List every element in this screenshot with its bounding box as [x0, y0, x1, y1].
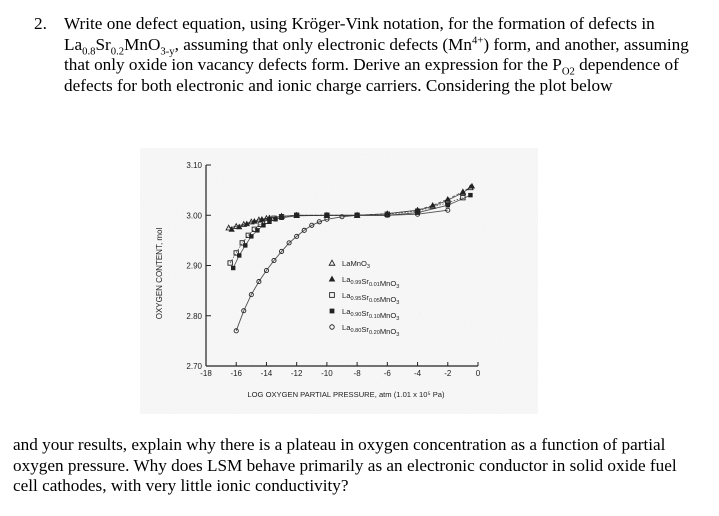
legend-text: MnO [379, 279, 397, 288]
data-point [231, 266, 235, 270]
x-tick-label: -16 [230, 369, 243, 378]
question-2 [34, 14, 694, 96]
data-point [249, 234, 253, 238]
legend-text: La [342, 323, 351, 332]
legend-subscript: 0.20 [368, 330, 380, 336]
y-tick-label: 3.00 [186, 211, 202, 221]
data-point [255, 228, 259, 232]
legend-subscript: 0.05 [368, 298, 380, 304]
question-text-part: Write one defect equation, using Kröger-Vink notation, for the formation of defects in La [64, 14, 655, 54]
legend-text: Sr [361, 293, 369, 302]
x-tick-label: 0 [475, 369, 481, 378]
legend-subscript: 0.10 [368, 314, 380, 320]
data-point [446, 203, 450, 207]
po2-subscript: O2 [561, 66, 575, 78]
x-tick-label: -6 [383, 369, 391, 378]
x-tick-label: -10 [321, 369, 333, 378]
legend-text: Sr [361, 277, 369, 286]
data-point [279, 216, 283, 220]
x-tick-label: -4 [413, 369, 422, 378]
legend-text: La [342, 275, 351, 284]
legend-subscript: 3 [396, 300, 400, 306]
legend-text: Sr [361, 309, 369, 318]
legend-text: La [342, 291, 351, 300]
data-point [267, 220, 271, 224]
legend-subscript: 0.01 [368, 282, 380, 288]
legend-subscript: 3 [366, 264, 371, 270]
question-number: 2. [34, 14, 47, 33]
y-tick-label: 2.80 [186, 311, 202, 321]
legend-subscript: 3 [396, 284, 400, 290]
sr-subscript: 0.2 [110, 45, 125, 57]
data-point [273, 217, 277, 221]
question-text [64, 14, 694, 96]
sr-symbol: Sr [95, 34, 111, 54]
legend-text: LaMnO [342, 259, 367, 268]
legend-subscript: 0.80 [350, 328, 362, 334]
legend-marker [330, 309, 335, 314]
x-tick-label: -8 [353, 369, 361, 378]
legend-text: MnO [379, 311, 397, 320]
x-tick-label: -18 [200, 369, 212, 378]
y-tick-label: 2.70 [186, 362, 202, 371]
x-axis-label: LOG OXYGEN PARTIAL PRESSURE, atm (1.01 x 10⁵ Pa) [247, 390, 445, 399]
mn-superscript: 4+ [471, 34, 484, 46]
legend-text: MnO [379, 327, 397, 336]
x-tick-label: -14 [260, 369, 273, 378]
legend-subscript: 0.90 [350, 312, 362, 318]
legend-subscript: 3 [396, 316, 400, 322]
data-point [468, 193, 472, 197]
y-tick-label: 2.90 [186, 261, 202, 271]
question-text-part: dependence of defects for both electronic and ionic charge carriers. Considering the plot below [64, 55, 679, 95]
question-text-part: , assuming that only electronic defects (Mn [174, 34, 472, 54]
legend-subscript: 0.95 [350, 296, 362, 302]
y-axis-label: OXYGEN CONTENT, mol [155, 227, 164, 320]
oxygen-content-chart [140, 148, 538, 414]
oxygen-content-figure [140, 148, 538, 414]
legend-text: La [342, 307, 351, 316]
question-text-part: ) form, and another, assuming that only oxide ion vacancy defects form. Derive an expression for the P [64, 34, 689, 74]
data-point [237, 253, 241, 257]
y-tick-label: 3.10 [186, 161, 202, 170]
mno-formula: MnO [124, 34, 161, 54]
la-subscript: 0.8 [82, 45, 96, 57]
x-tick-label: -2 [444, 369, 452, 378]
continuation-text: and your results, explain why there is a plateau in oxygen concentration as a function of partial oxygen pressure. Why does LSM behave primarily as an electronic conductor in solid oxide fuel cell cathodes, with very little ionic conductivity? [13, 435, 677, 495]
legend-text: MnO [379, 295, 397, 304]
legend-subscript: 0.99 [350, 280, 362, 286]
data-point [243, 243, 247, 247]
legend-text: Sr [361, 325, 369, 334]
x-tick-label: -12 [290, 369, 303, 378]
data-point [294, 214, 298, 218]
mno-subscript: 3-y [160, 45, 175, 57]
data-point [261, 223, 265, 227]
legend-subscript: 3 [396, 332, 400, 338]
